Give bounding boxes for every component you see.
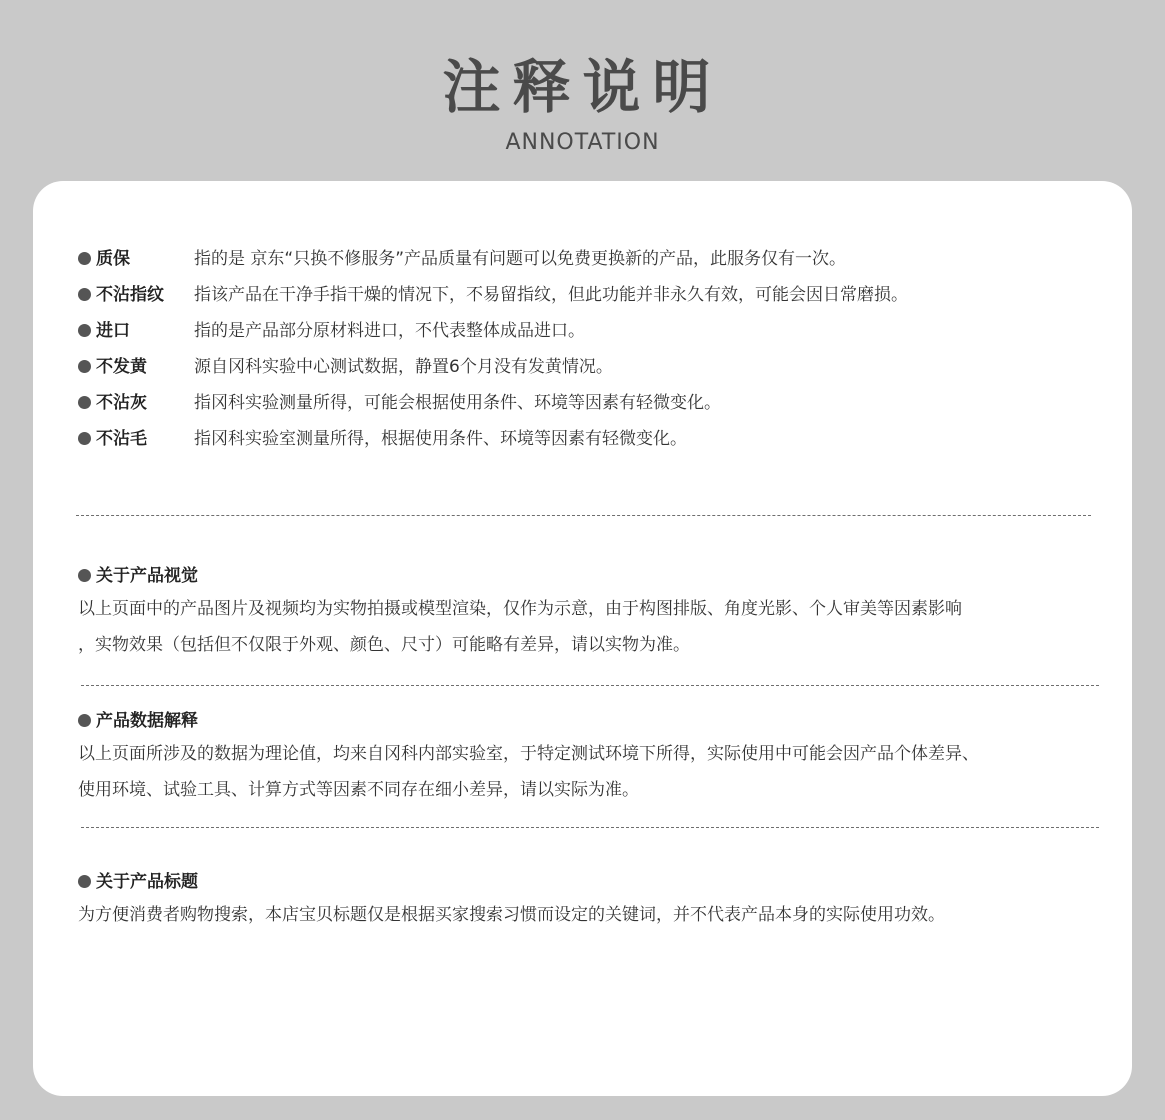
- section-line: ，实物效果（包括但不仅限于外观、颜色、尺寸）可能略有差异，请以实物为准。: [78, 635, 690, 655]
- bullet-dot-icon: [78, 360, 91, 373]
- definition-row: [78, 313, 1098, 349]
- section-product-title: [78, 867, 1108, 933]
- bullet-dot-icon: [78, 396, 91, 409]
- definition-row: [78, 421, 1098, 457]
- definition-row: [78, 349, 1098, 385]
- definition-desc: 指的是产品部分原材料进口，不代表整体成品进口。: [194, 321, 585, 341]
- definition-row: [78, 385, 1098, 421]
- definition-term: 进口: [78, 313, 130, 349]
- definition-desc: 指该产品在干净手指干燥的情况下，不易留指纹，但此功能并非永久有效，可能会因日常磨损。: [194, 285, 908, 305]
- definition-desc: 指的是 京东“只换不修服务”产品质量有问题可以免费更换新的产品，此服务仅有一次。: [194, 249, 847, 269]
- definition-term: 不发黄: [78, 349, 147, 385]
- annotation-card: [33, 181, 1132, 1096]
- definitions-list: [78, 241, 1098, 457]
- section-line: 以上页面所涉及的数据为理论值，均来自冈科内部实验室，于特定测试环境下所得，实际使用中可能会因产品个体差异、: [78, 744, 979, 764]
- page-title: 注释说明: [442, 53, 723, 121]
- definition-desc: 指冈科实验测量所得，可能会根据使用条件、环境等因素有轻微变化。: [194, 393, 721, 413]
- bullet-dot-icon: [78, 288, 91, 301]
- section-title: 关于产品视觉: [78, 561, 1108, 591]
- definition-term: 不沾指纹: [78, 277, 164, 313]
- dashed-divider: [76, 515, 1091, 516]
- dashed-divider: [81, 685, 1099, 686]
- section-title: 关于产品标题: [78, 867, 1108, 897]
- section-title: 产品数据解释: [78, 706, 1108, 736]
- page-header: [0, 0, 1165, 180]
- bullet-dot-icon: [78, 252, 91, 265]
- section-product-visual: [78, 561, 1108, 663]
- bullet-dot-icon: [78, 569, 91, 582]
- bullet-dot-icon: [78, 714, 91, 727]
- definition-term: 不沾毛: [78, 421, 147, 457]
- section-line: 使用环境、试验工具、计算方式等因素不同存在细小差异，请以实际为准。: [78, 780, 639, 800]
- section-line: 为方便消费者购物搜索，本店宝贝标题仅是根据买家搜索习惯而设定的关键词，并不代表产品本身的实际使用功效。: [78, 905, 945, 925]
- section-line: 以上页面中的产品图片及视频均为实物拍摄或模型渲染，仅作为示意，由于构图排版、角度光影、个人审美等因素影响: [78, 599, 962, 619]
- definition-term: 不沾灰: [78, 385, 147, 421]
- dashed-divider: [81, 827, 1099, 828]
- page-subtitle: ANNOTATION: [505, 130, 660, 155]
- definition-desc: 指冈科实验室测量所得，根据使用条件、环境等因素有轻微变化。: [194, 429, 687, 449]
- bullet-dot-icon: [78, 875, 91, 888]
- definition-desc: 源自冈科实验中心测试数据，静置6个月没有发黄情况。: [194, 357, 613, 377]
- section-product-data: [78, 706, 1108, 808]
- definition-term: 质保: [78, 241, 130, 277]
- bullet-dot-icon: [78, 324, 91, 337]
- bullet-dot-icon: [78, 432, 91, 445]
- definition-row: [78, 241, 1098, 277]
- definition-row: [78, 277, 1098, 313]
